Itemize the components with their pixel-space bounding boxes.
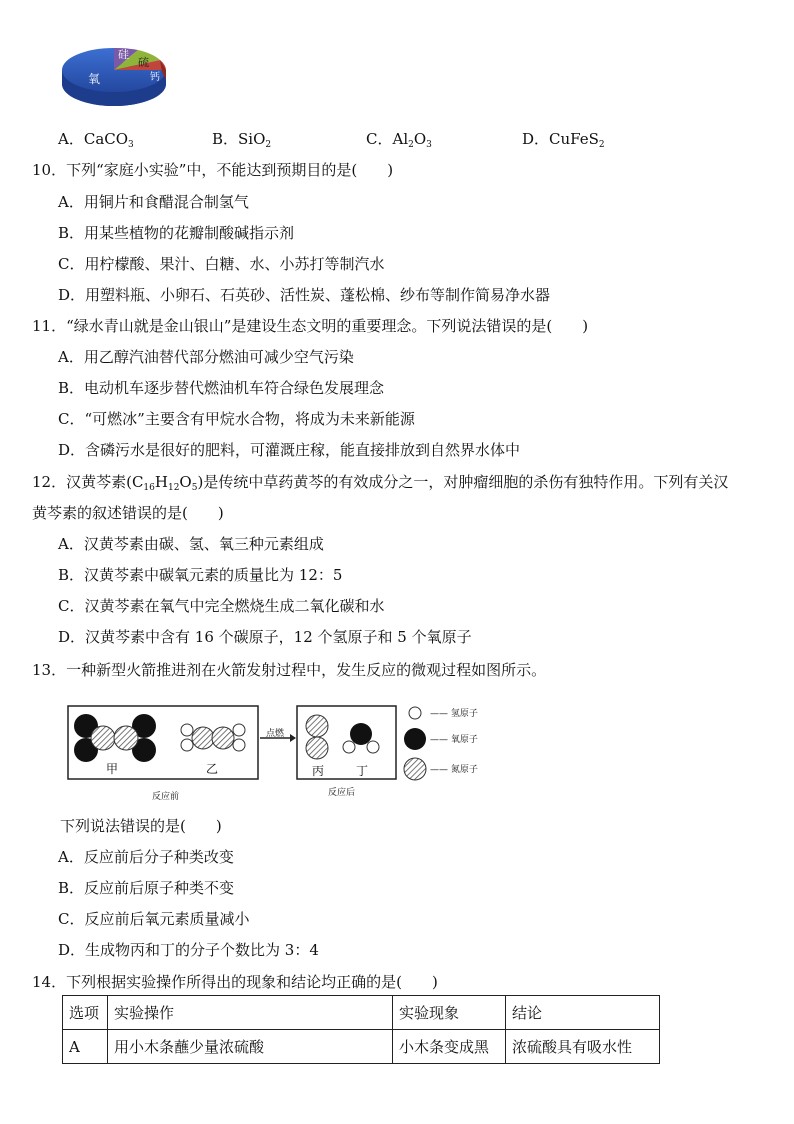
table-header-cell: 实验现象 xyxy=(393,996,506,1030)
molecule-label-jia: 甲 xyxy=(106,762,119,776)
q14-stem: 14．下列根据实验操作所得出的现象和结论均正确的是( ) xyxy=(32,973,438,991)
q10-stem: 10．下列“家庭小实验”中，不能达到预期目的是( ) xyxy=(32,161,394,179)
q13-option-d[interactable]: D．生成物丙和丁的分子个数比为 3：4 xyxy=(58,941,319,959)
q13-option-b[interactable]: B．反应前后原子种类不变 xyxy=(58,879,235,897)
table-cell: 浓硫酸具有吸水性 xyxy=(506,1030,660,1064)
q13-sub-stem: 下列说法错误的是( ) xyxy=(60,817,222,835)
q12-stem-continued: 黄芩素的叙述错误的是( ) xyxy=(32,504,224,522)
q11-option-c[interactable]: C．“可燃冰”主要含有甲烷水合物，将成为未来新能源 xyxy=(58,410,415,428)
q10-option-c[interactable]: C．用柠檬酸、果汁、白糖、水、小苏打等制汽水 xyxy=(58,255,385,273)
before-label: 反应前 xyxy=(152,792,180,802)
table-cell: A xyxy=(63,1030,108,1064)
table-cell: 小木条变成黑 xyxy=(393,1030,506,1064)
pie-label-oxygen: 氧 xyxy=(88,72,101,86)
arrow-label: 点燃 xyxy=(266,729,285,739)
table-row[interactable] xyxy=(63,1030,660,1064)
q14-table xyxy=(62,995,660,1064)
q9-option-c[interactable]: C．$Al_2O_3$ xyxy=(366,130,432,150)
q10-option-a[interactable]: A．用铜片和食醋混合制氢气 xyxy=(58,193,249,211)
pie-label-silicon: 硅 xyxy=(118,48,129,61)
legend-hydrogen: —— 氢原子 xyxy=(430,709,478,719)
table-header-cell: 结论 xyxy=(506,996,660,1030)
q9-option-a[interactable]: A．CaCO$_3$ xyxy=(58,130,134,150)
q10-option-d[interactable]: D．用塑料瓶、小卵石、石英砂、活性炭、蓬松棉、纱布等制作简易净水器 xyxy=(58,286,551,304)
q12-option-c[interactable]: C．汉黄芩素在氧气中完全燃烧生成二氧化碳和水 xyxy=(58,597,385,615)
q11-option-a[interactable]: A．用乙醇汽油替代部分燃油可减少空气污染 xyxy=(58,348,354,366)
q13-stem: 13．一种新型火箭推进剂在火箭发射过程中，发生反应的微观过程如图所示。 xyxy=(32,661,547,679)
q10-option-b[interactable]: B．用某些植物的花瓣制酸碱指示剂 xyxy=(58,224,295,242)
q11-stem: 11．“绿水青山就是金山银山”是建设生态文明的重要理念。下列说法错误的是( ) xyxy=(32,317,589,335)
after-label: 反应后 xyxy=(328,788,356,798)
table-header-row xyxy=(63,996,660,1030)
q12-option-a[interactable]: A．汉黄芩素由碳、氢、氧三种元素组成 xyxy=(58,535,324,553)
q11-option-b[interactable]: B．电动机车逐步替代燃油机车符合绿色发展理念 xyxy=(58,379,385,397)
q13-option-c[interactable]: C．反应前后氧元素质量减小 xyxy=(58,910,250,928)
table-header-cell: 选项 xyxy=(63,996,108,1030)
q9-options xyxy=(58,129,605,155)
q13-option-a[interactable]: A．反应前后分子种类改变 xyxy=(58,848,234,866)
table-cell: 用小木条蘸少量浓硫酸 xyxy=(108,1030,393,1064)
pie-label-calcium: 钙 xyxy=(150,72,160,83)
q12-option-b[interactable]: B．汉黄芩素中碳氧元素的质量比为 12：5 xyxy=(58,566,343,584)
q11-option-d[interactable]: D．含磷污水是很好的肥料，可灌溉庄稼，能直接排放到自然界水体中 xyxy=(58,441,521,459)
q12-option-d[interactable]: D．汉黄芩素中含有 16 个碳原子，12 个氢原子和 5 个氧原子 xyxy=(58,628,472,646)
q9-option-d[interactable]: D．CuFeS$_2$ xyxy=(522,130,605,150)
molecule-label-yi: 乙 xyxy=(206,762,219,776)
legend-nitrogen: —— 氮原子 xyxy=(430,765,478,775)
q12-stem: 12．汉黄芩素$(C_{16}H_{12}O_5)$是传统中草药黄芩的有效成分之一，对肿瘤细胞的杀伤有独特作用。下列有关汉 xyxy=(32,473,729,493)
q9-option-b[interactable]: B．SiO$_2$ xyxy=(212,130,272,150)
pie-chart xyxy=(58,40,170,112)
legend-oxygen: —— 氧原子 xyxy=(430,735,478,745)
pie-label-sulfur: 硫 xyxy=(138,56,149,69)
table-header-cell: 实验操作 xyxy=(108,996,393,1030)
molecule-label-ding: 丁 xyxy=(356,764,369,778)
molecule-label-bing: 丙 xyxy=(312,764,325,778)
reaction-diagram xyxy=(60,698,500,802)
